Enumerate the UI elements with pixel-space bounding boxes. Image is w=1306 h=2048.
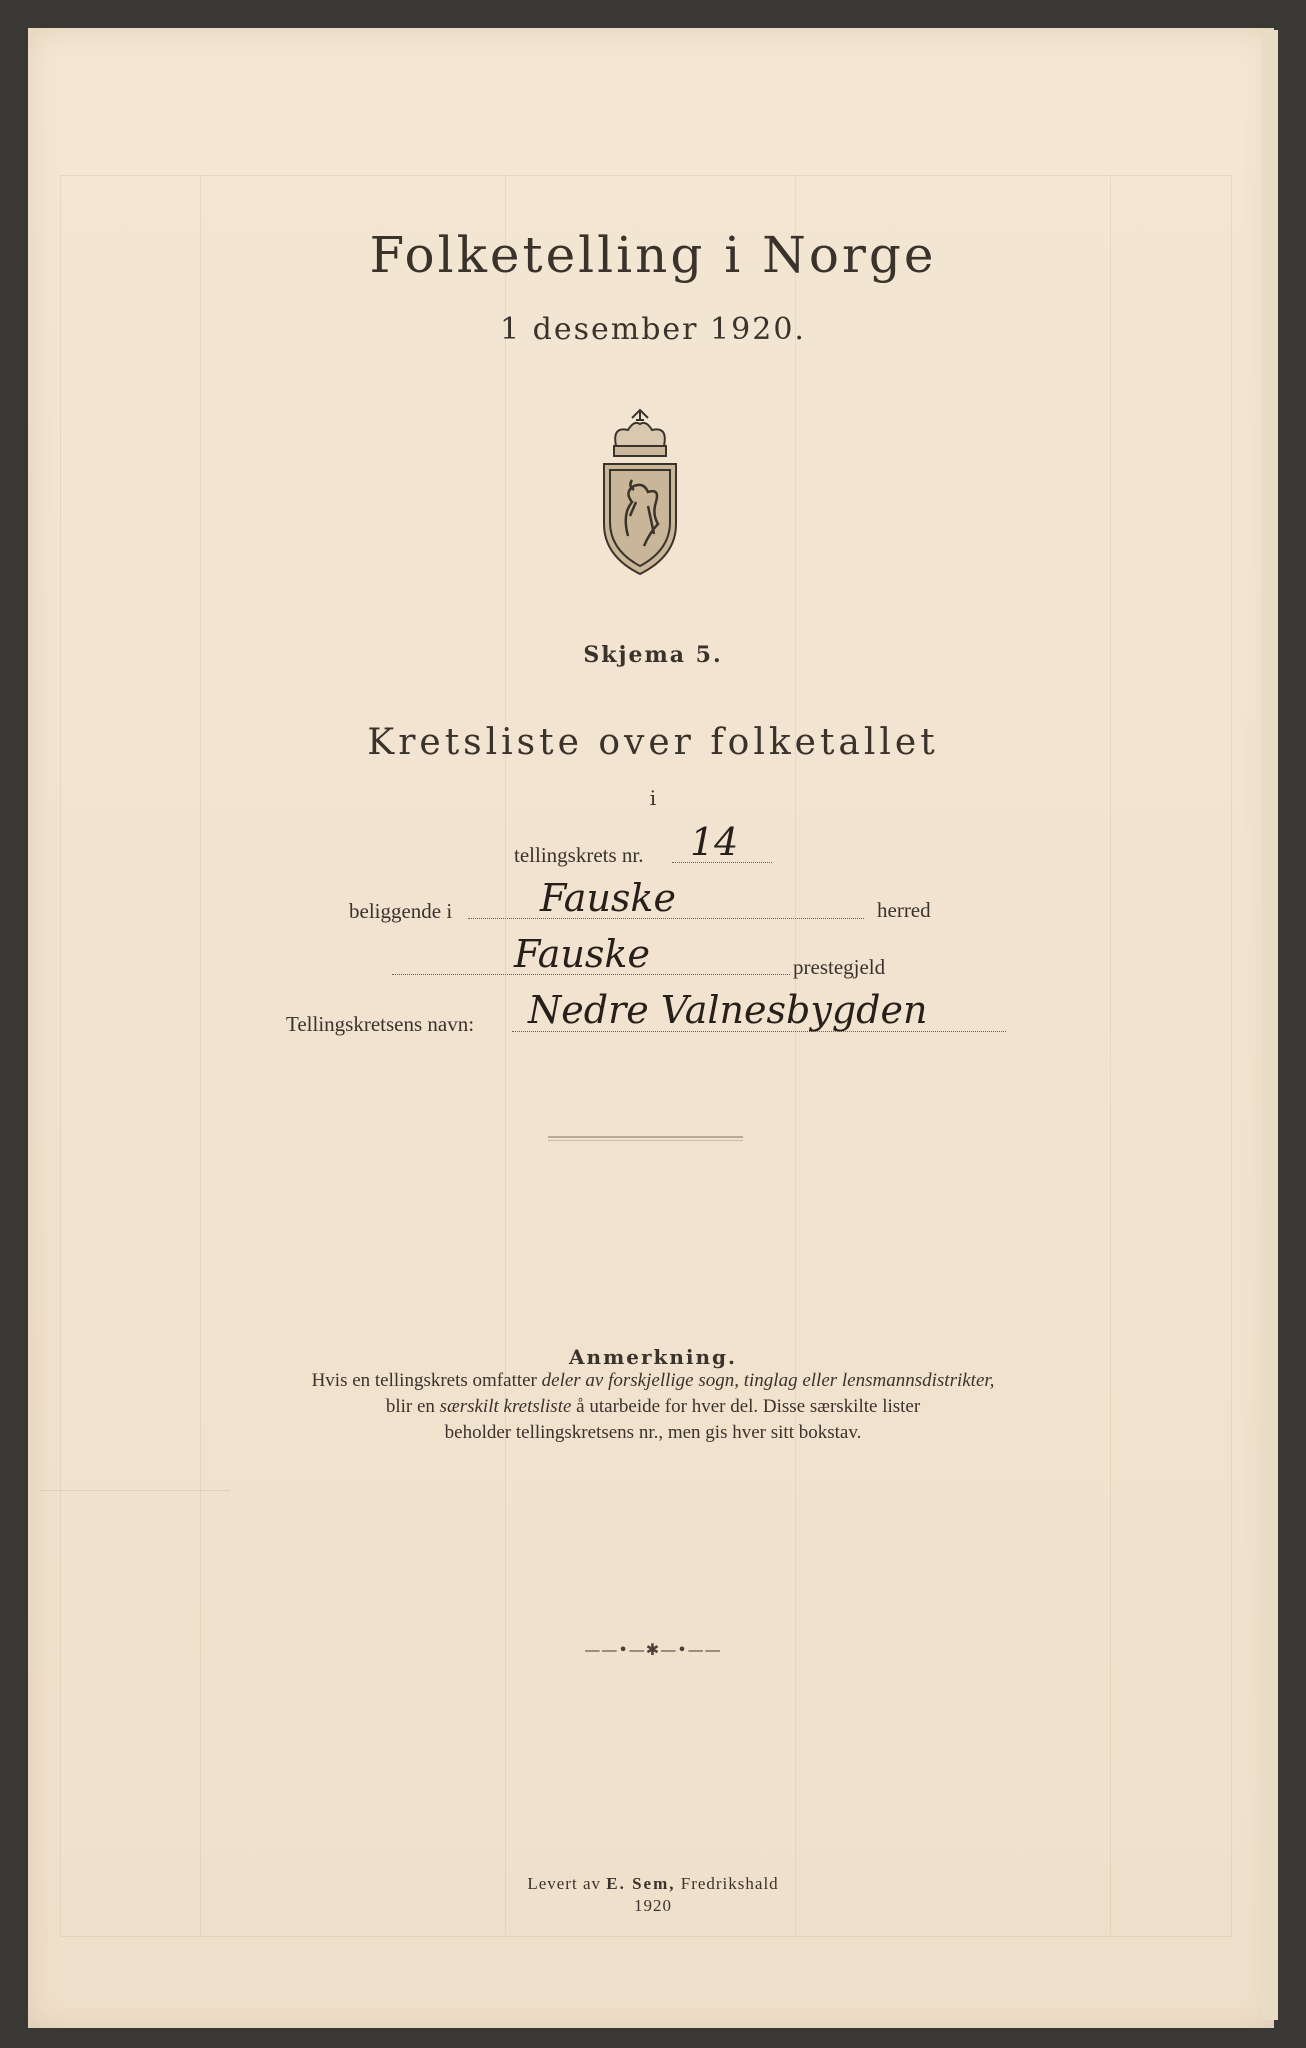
printer-place: Fredrikshald [675,1874,779,1893]
note-text: blir en [385,1396,440,1417]
schema-number: Skjema 5. [583,642,723,668]
bleed-through-line [200,175,201,1935]
coat-of-arms-icon [594,406,686,576]
tellingskrets-value: 14 [690,820,739,864]
printer-prefix: Levert av [527,1874,607,1893]
bleed-through-line [505,175,506,1935]
note-text: å utarbeide for hver del. Disse særskilte lister [571,1396,921,1417]
note-body [200,1368,1106,1446]
connector-word: i [649,786,657,810]
bleed-through-line [795,175,796,1935]
tellingskrets-label: tellingskrets nr. [514,843,644,867]
printer-name: E. Sem, [606,1874,676,1893]
divider-rule [548,1136,743,1138]
navn-value: Nedre Valnesbygden [528,988,928,1032]
divider-rule-thin [548,1140,743,1141]
bleed-through-line [1110,175,1111,1935]
note-text: Hvis en tellingskrets omfatter [311,1370,542,1391]
census-date: 1 desember 1920. [500,312,806,347]
note-text-italic: særskilt kretsliste [439,1396,572,1417]
note-text: beholder tellingskretsens nr., men gis hver sitt bokstav. [444,1422,862,1443]
printer-line [0,1874,1306,1894]
ornament-divider: ——•—✱—•—— [584,1640,722,1659]
prestegjeld-value: Fauske [514,932,650,976]
printer-year: 1920 [634,1896,672,1915]
note-text-italic: deler av forskjellige sogn, tinglag eller lensmannsdistrikter, [541,1370,995,1391]
herred-label: herred [877,898,931,922]
beliggende-label: beliggende i [349,899,453,923]
form-heading: Kretsliste over folketallet [367,722,939,763]
document-title: Folketelling i Norge [369,226,937,284]
navn-label: Tellingskretsens navn: [286,1012,475,1036]
note-heading: Anmerkning. [569,1345,737,1369]
bleed-through-line [40,1490,230,1491]
prestegjeld-label: prestegjeld [793,955,886,979]
beliggende-value: Fauske [540,876,676,920]
